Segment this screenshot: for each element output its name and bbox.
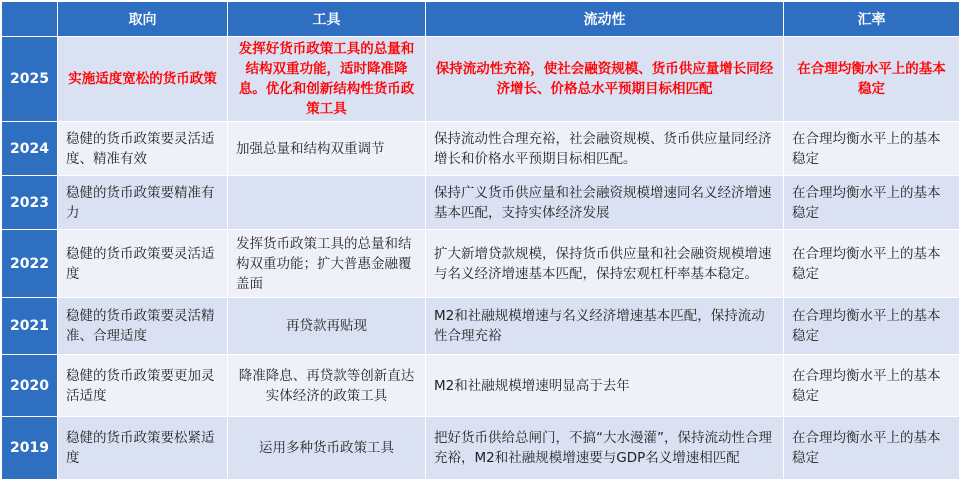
tools-cell: 再贷款再贴现 <box>228 298 426 355</box>
orientation-cell: 稳健的货币政策要更加灵活适度 <box>58 355 228 417</box>
year-cell: 2022 <box>2 230 58 298</box>
header-exchange-rate: 汇率 <box>784 2 960 37</box>
table-row <box>2 122 960 176</box>
tools-cell <box>228 176 426 230</box>
orientation-cell: 稳健的货币政策要灵活适度 <box>58 230 228 298</box>
exchange-rate-cell: 在合理均衡水平上的基本稳定 <box>784 37 960 122</box>
year-cell: 2019 <box>2 417 58 480</box>
table-row <box>2 176 960 230</box>
header-row <box>2 2 960 37</box>
liquidity-cell: 把好货币供给总闸门，不搞“大水漫灌”，保持流动性合理充裕，M2和社融规模增速要与GDP名义增速相匹配 <box>426 417 784 480</box>
policy-table <box>1 1 960 480</box>
liquidity-cell: 扩大新增贷款规模，保持货币供应量和社会融资规模增速与名义经济增速基本匹配，保持宏观杠杆率基本稳定。 <box>426 230 784 298</box>
exchange-rate-cell: 在合理均衡水平上的基本稳定 <box>784 417 960 480</box>
exchange-rate-cell: 在合理均衡水平上的基本稳定 <box>784 298 960 355</box>
exchange-rate-cell: 在合理均衡水平上的基本稳定 <box>784 122 960 176</box>
liquidity-cell: M2和社融规模增速明显高于去年 <box>426 355 784 417</box>
orientation-cell: 稳健的货币政策要松紧适度 <box>58 417 228 480</box>
year-cell: 2023 <box>2 176 58 230</box>
liquidity-cell: 保持流动性合理充裕，社会融资规模、货币供应量同经济增长和价格水平预期目标相匹配。 <box>426 122 784 176</box>
year-cell: 2025 <box>2 37 58 122</box>
liquidity-cell: 保持广义货币供应量和社会融资规模增速同名义经济增速基本匹配，支持实体经济发展 <box>426 176 784 230</box>
exchange-rate-cell: 在合理均衡水平上的基本稳定 <box>784 176 960 230</box>
header-tools: 工具 <box>228 2 426 37</box>
year-cell: 2020 <box>2 355 58 417</box>
tools-cell: 发挥好货币政策工具的总量和结构双重功能，适时降准降息。优化和创新结构性货币政策工具 <box>228 37 426 122</box>
table-row <box>2 417 960 480</box>
liquidity-cell: M2和社融规模增速与名义经济增速基本匹配，保持流动性合理充裕 <box>426 298 784 355</box>
table-row <box>2 355 960 417</box>
tools-cell: 加强总量和结构双重调节 <box>228 122 426 176</box>
header-orientation: 取向 <box>58 2 228 37</box>
liquidity-cell: 保持流动性充裕，使社会融资规模、货币供应量增长同经济增长、价格总水平预期目标相匹配 <box>426 37 784 122</box>
header-year <box>2 2 58 37</box>
orientation-cell: 稳健的货币政策要灵活精准、合理适度 <box>58 298 228 355</box>
orientation-cell: 实施适度宽松的货币政策 <box>58 37 228 122</box>
table-row <box>2 37 960 122</box>
exchange-rate-cell: 在合理均衡水平上的基本稳定 <box>784 355 960 417</box>
tools-cell: 运用多种货币政策工具 <box>228 417 426 480</box>
header-liquidity: 流动性 <box>426 2 784 37</box>
tools-cell: 降准降息、再贷款等创新直达实体经济的政策工具 <box>228 355 426 417</box>
year-cell: 2024 <box>2 122 58 176</box>
year-cell: 2021 <box>2 298 58 355</box>
exchange-rate-cell: 在合理均衡水平上的基本稳定 <box>784 230 960 298</box>
table-row <box>2 230 960 298</box>
table-row <box>2 298 960 355</box>
tools-cell: 发挥货币政策工具的总量和结构双重功能；扩大普惠金融覆盖面 <box>228 230 426 298</box>
orientation-cell: 稳健的货币政策要精准有力 <box>58 176 228 230</box>
orientation-cell: 稳健的货币政策要灵活适度、精准有效 <box>58 122 228 176</box>
